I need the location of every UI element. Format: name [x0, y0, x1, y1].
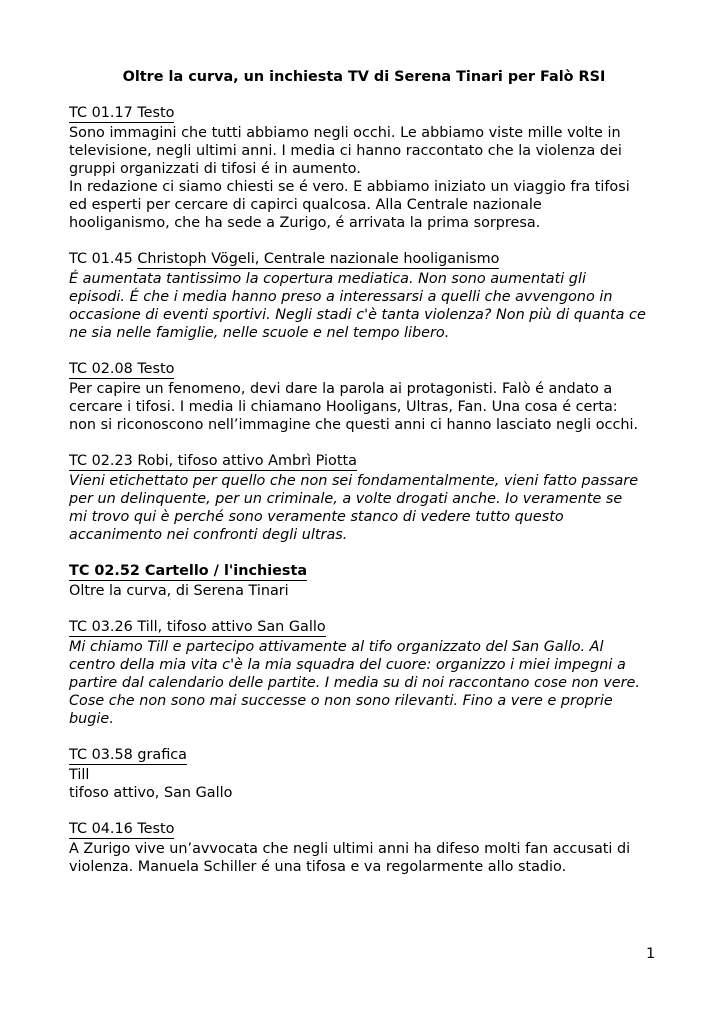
quote-line: partire dal calendario delle partite. I media su di noi raccontano cose non vere.: [69, 675, 640, 691]
text-line: non si riconoscono nell’immagine che questi anni ci hanno lasciato negli occhi.: [69, 417, 639, 433]
quote-line: ne sia nelle famiglie, nelle scuole e nel tempo libero.: [69, 325, 450, 341]
quote-line: Mi chiamo Till e partecipo attivamente al tifo organizzato del San Gallo. Al: [69, 639, 604, 655]
page-number: 1: [646, 946, 656, 962]
text-line: Oltre la curva, di Serena Tinari: [69, 583, 289, 599]
quote-line: per un delinquente, per un criminale, a volte drogati anche. Io veramente se: [69, 491, 623, 507]
text-line: televisione, negli ultimi anni. I media ci hanno raccontato che la violenza dei: [69, 143, 622, 159]
text-line: A Zurigo vive un’avvocata che negli ultimi anni ha difeso molti fan accusati di: [69, 841, 631, 857]
section-till-0326: [69, 618, 669, 728]
text-line: gruppi organizzati di tifosi é in aumento.: [69, 161, 361, 177]
quote-line: Cose che non sono mai successe o non sono rilevanti. Fino a vere e proprie: [69, 693, 613, 709]
section-heading: TC 03.26 Till, tifoso attivo San Gallo: [69, 619, 326, 635]
section-heading: Christoph Vögeli, Centrale nazionale hooliganismo: [137, 251, 500, 267]
section-heading: TC 01.17 Testo: [69, 105, 175, 121]
text-line: tifoso attivo, San Gallo: [69, 785, 233, 801]
text-line: Sono immagini che tutti abbiamo negli occhi. Le abbiamo viste mille volte in: [69, 125, 621, 141]
text-line: cercare i tifosi. I media li chiamano Hooligans, Ultras, Fan. Una cosa é certa:: [69, 399, 618, 415]
quote-line: episodi. É che i media hanno preso a interessarsi a quelli che avvengono in: [69, 289, 613, 305]
text-line: ed esperti per cercare di capirci qualcosa. Alla Centrale nazionale: [69, 197, 542, 213]
section-robi-0223: [69, 452, 669, 544]
text-line: hooliganismo, che ha sede a Zurigo, é arrivata la prima sorpresa.: [69, 215, 541, 231]
text-line: In redazione ci siamo chiesti se é vero. E abbiamo iniziato un viaggio fra tifosi: [69, 179, 630, 195]
quote-line: bugie.: [69, 711, 114, 727]
quote-line: accanimento nei confronti degli ultras.: [69, 527, 348, 543]
quote-line: centro della mia vita c'è la mia squadra del cuore: organizzo i miei impegni a: [69, 657, 626, 673]
quote-line: É aumentata tantissimo la copertura mediatica. Non sono aumentati gli: [69, 271, 586, 287]
section-testo-0416: [69, 820, 669, 876]
text-line: Per capire un fenomeno, devi dare la parola ai protagonisti. Falò é andato a: [69, 381, 613, 397]
quote-line: Vieni etichettato per quello che non sei fondamentalmente, vieni fatto passare: [69, 473, 639, 489]
section-heading: TC 04.16 Testo: [69, 821, 175, 837]
section-heading: TC 02.08 Testo: [69, 361, 175, 377]
document-title: Oltre la curva, un inchiesta TV di Serena Tinari per Falò RSI: [122, 69, 606, 85]
document-page: [69, 68, 669, 876]
section-grafica-0358: [69, 746, 669, 802]
text-line: violenza. Manuela Schiller é una tifosa e va regolarmente allo stadio.: [69, 859, 567, 875]
section-heading: TC 02.52 Cartello / l'inchiesta: [69, 563, 308, 579]
quote-line: mi trovo qui è perché sono veramente stanco di vedere tutto questo: [69, 509, 564, 525]
section-heading: TC 02.23 Robi, tifoso attivo Ambrì Piotta: [69, 453, 357, 469]
text-line: Till: [69, 767, 90, 783]
section-testo-0117: [69, 104, 669, 232]
section-voegeli-0145: [69, 250, 669, 342]
section-timecode: TC 01.45: [69, 251, 138, 267]
section-heading: TC 03.58 grafica: [69, 747, 188, 763]
section-cartello-0252: [69, 562, 669, 600]
section-testo-0208: [69, 360, 669, 434]
quote-line: occasione di eventi sportivi. Negli stadi c'è tanta violenza? Non più di quanta ce: [69, 307, 646, 323]
